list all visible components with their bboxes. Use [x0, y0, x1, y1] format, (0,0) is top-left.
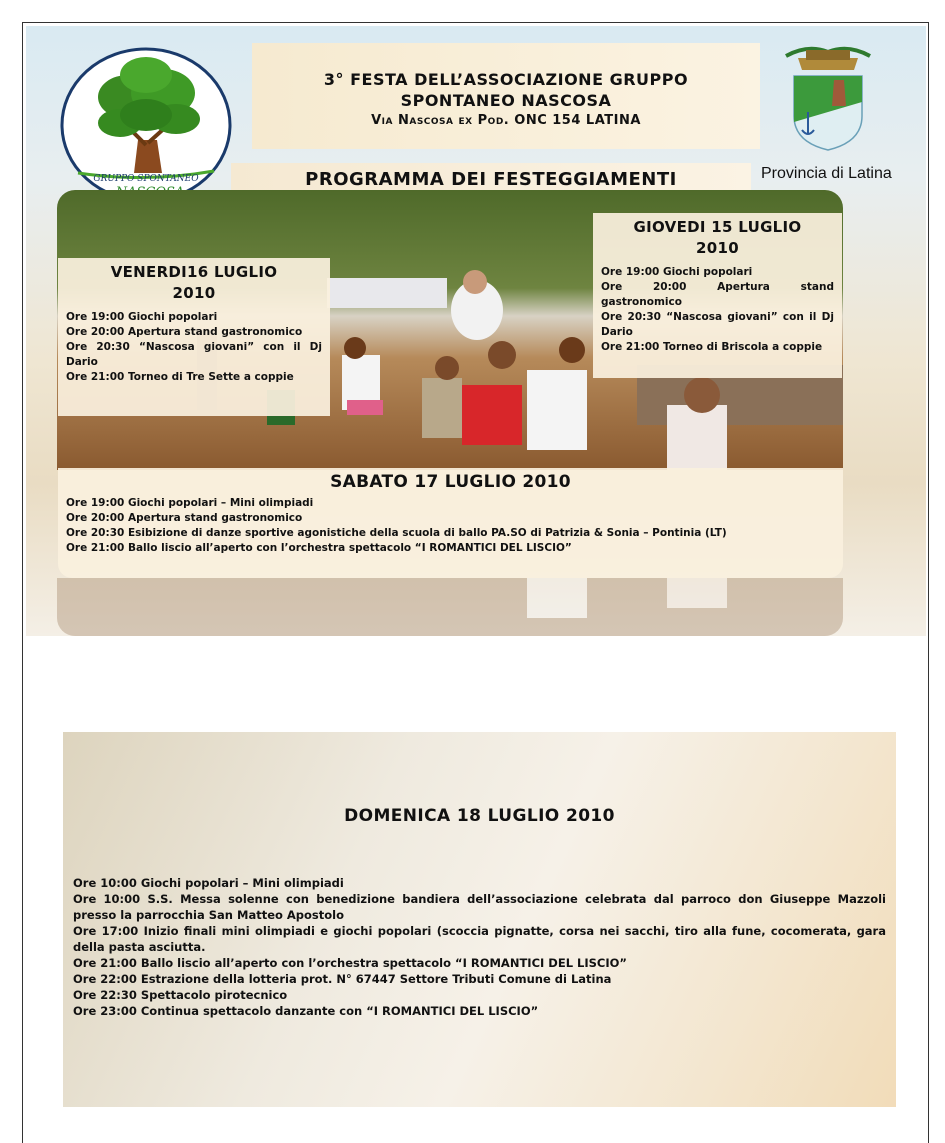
header-address: Via Nascosa ex Pod. ONC 154 LATINA — [371, 113, 641, 128]
event-list-sabato — [66, 496, 835, 556]
list-item: Ore 21:00 Ballo liscio all’aperto con l’orchestra spettacolo “I ROMANTICI DEL LISCIO” — [66, 542, 572, 554]
list-item: Ore 20:00 Apertura stand gastronomico — [601, 281, 834, 308]
event-box-sabato — [58, 468, 843, 578]
list-item: Ore 22:30 Spettacolo pirotecnico — [73, 988, 288, 1002]
event-title-sabato: SABATO 17 LUGLIO 2010 — [330, 472, 571, 492]
event-list-giovedi — [601, 265, 834, 355]
header-title-line1: 3° FESTA DELL’ASSOCIAZIONE GRUPPO — [323, 70, 689, 89]
event-title-domenica: DOMENICA 18 LUGLIO 2010 — [344, 806, 615, 826]
list-item: Ore 19:00 Giochi popolari – Mini olimpiadi — [66, 497, 314, 509]
list-item: Ore 10:00 S.S. Messa solenne con benedizione bandiera dell’associazione celebrata dal parroco don Giuseppe Mazzoli presso la parrocchia San Matteo Apostolo — [73, 892, 886, 922]
event-box-giovedi — [593, 213, 842, 378]
header-title-line2: SPONTANEO NASCOSA — [400, 91, 612, 110]
program-title: PROGRAMMA DEI FESTEGGIAMENTI — [305, 169, 677, 190]
list-item: Ore 20:30 “Nascosa giovani” con il Dj Dario — [601, 311, 834, 338]
event-title-venerdi-line2: 2010 — [172, 284, 216, 302]
event-title-giovedi-line2: 2010 — [696, 239, 739, 257]
list-item: Ore 23:00 Continua spettacolo danzante con “I ROMANTICI DEL LISCIO” — [73, 1004, 539, 1018]
header-title-box — [252, 43, 760, 149]
list-item: Ore 20:00 Apertura stand gastronomico — [66, 326, 303, 338]
event-box-venerdi — [58, 258, 330, 416]
event-title-venerdi-line1: VENERDI16 LUGLIO — [110, 263, 278, 281]
logo-text-top: GRUPPO SPONTANEO — [93, 174, 199, 184]
event-list-venerdi — [66, 310, 322, 385]
list-item: Ore 20:00 Apertura stand gastronomico — [66, 512, 303, 524]
event-list-domenica — [73, 875, 886, 1019]
festival-photo-reflection — [57, 578, 843, 636]
association-logo — [58, 45, 238, 205]
province-label: Provincia di Latina — [761, 165, 892, 182]
list-item: Ore 19:00 Giochi popolari — [601, 266, 753, 278]
list-item: Ore 21:00 Torneo di Tre Sette a coppie — [66, 371, 294, 383]
list-item: Ore 21:00 Torneo di Briscola a coppie — [601, 341, 823, 353]
list-item: Ore 20:30 Esibizione di danze sportive agonistiche della scuola di ballo PA.SO di Patrizia & Sonia – Pontinia (LT) — [66, 527, 727, 539]
list-item: Ore 21:00 Ballo liscio all’aperto con l’orchestra spettacolo “I ROMANTICI DEL LISCIO” — [73, 956, 627, 970]
crest-icon — [778, 44, 878, 154]
event-box-domenica — [63, 732, 896, 1107]
list-item: Ore 20:30 “Nascosa giovani” con il Dj Dario — [66, 341, 322, 368]
list-item: Ore 10:00 Giochi popolari – Mini olimpiadi — [73, 876, 344, 890]
event-title-giovedi-line1: GIOVEDI 15 LUGLIO — [633, 218, 802, 236]
list-item: Ore 19:00 Giochi popolari — [66, 311, 218, 323]
list-item: Ore 17:00 Inizio finali mini olimpiadi e giochi popolari (scoccia pignatte, corsa nei sacchi, tiro alla fune, cocomerata, gara della pasta asciutta. — [73, 924, 886, 954]
list-item: Ore 22:00 Estrazione della lotteria prot. N° 67447 Settore Tributi Comune di Latina — [73, 972, 612, 986]
